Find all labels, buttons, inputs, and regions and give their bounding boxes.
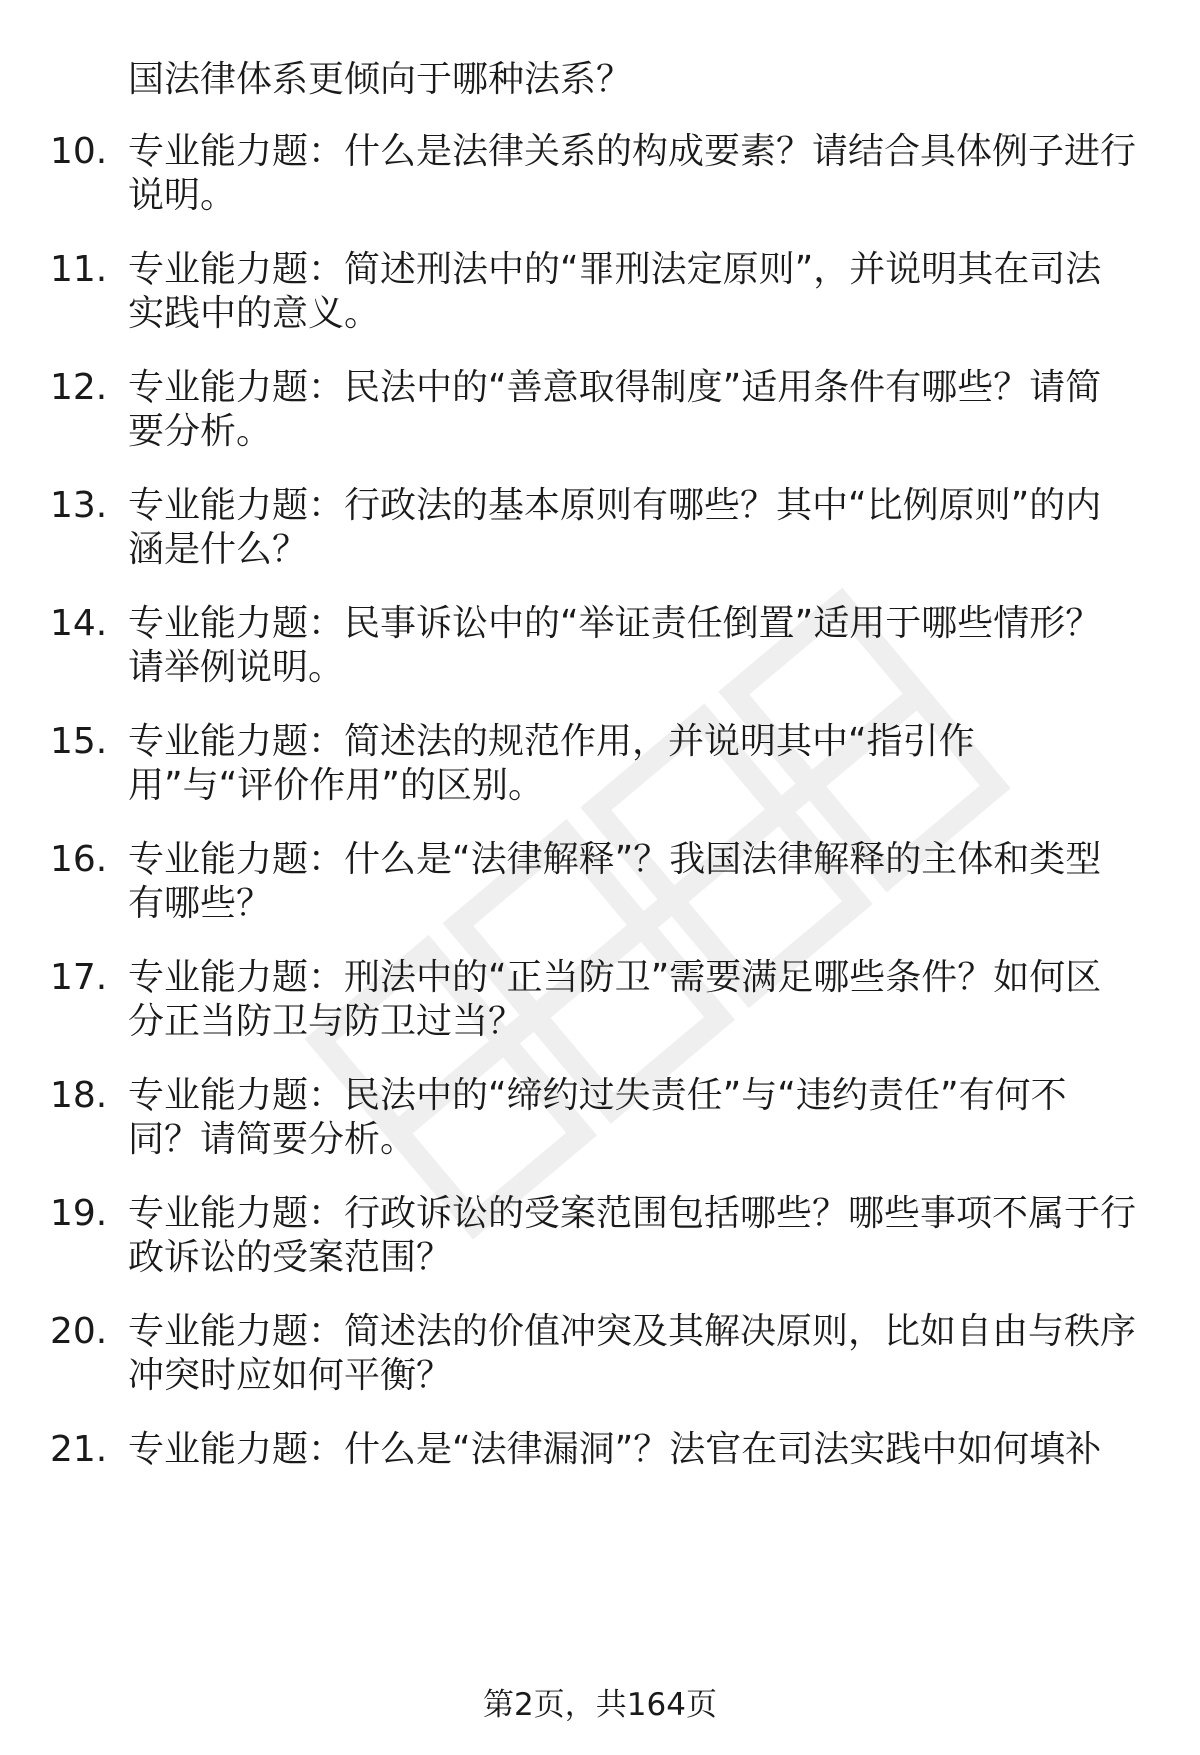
item-number: 14. [50, 603, 108, 644]
item-text-line2: 冲突时应如何平衡？ [128, 1355, 453, 1396]
item-text-line2: 用”与“评价作用”的区别。 [128, 765, 544, 806]
item-text-line1: 专业能力题：民法中的“缔约过失责任”与“违约责任”有何不 [128, 1075, 1067, 1116]
item-text-line1: 专业能力题：行政法的基本原则有哪些？其中“比例原则”的内 [128, 485, 1102, 526]
item-text-line2: 要分析。 [128, 411, 273, 452]
item-text-line1: 专业能力题：民事诉讼中的“举证责任倒置”适用于哪些情形？ [128, 603, 1102, 644]
item-text-line1: 专业能力题：什么是“法律漏洞”？法官在司法实践中如何填补 [128, 1429, 1102, 1470]
item-number: 17. [50, 957, 108, 998]
item-text-line2: 有哪些？ [128, 883, 273, 924]
item-number: 15. [50, 721, 108, 762]
item-text-line2: 请举例说明。 [128, 647, 345, 688]
item-text-line2: 涵是什么？ [128, 529, 309, 570]
item-text-line1: 专业能力题：简述刑法中的“罪刑法定原则”，并说明其在司法 [128, 249, 1102, 290]
item-number: 20. [50, 1311, 108, 1352]
item-number: 11. [50, 249, 108, 290]
item-text-line1: 专业能力题：行政诉讼的受案范围包括哪些？哪些事项不属于行 [128, 1193, 1137, 1234]
item-number: 21. [50, 1429, 108, 1470]
item-number: 18. [50, 1075, 108, 1116]
item-text-line1: 专业能力题：什么是“法律解释”？我国法律解释的主体和类型 [128, 839, 1102, 880]
item-text-line1: 专业能力题：刑法中的“正当防卫”需要满足哪些条件？如何区 [128, 957, 1102, 998]
item-number: 13. [50, 485, 108, 526]
item-number: 16. [50, 839, 108, 880]
item-text-line2: 分正当防卫与防卫过当？ [128, 1001, 525, 1042]
item-text-line1: 专业能力题：什么是法律关系的构成要素？请结合具体例子进行 [128, 131, 1137, 172]
page-footer: 第2页，共164页 [483, 1687, 717, 1723]
item-text-line2: 政诉讼的受案范围？ [128, 1237, 453, 1278]
item-text-line2: 说明。 [128, 175, 237, 216]
item-number: 19. [50, 1193, 108, 1234]
item-text-line2: 实践中的意义。 [128, 293, 381, 334]
item-text-line1: 专业能力题：简述法的规范作用，并说明其中“指引作 [128, 721, 975, 762]
item-number: 10. [50, 131, 108, 172]
item-text-line1: 专业能力题：民法中的“善意取得制度”适用条件有哪些？请简 [128, 367, 1102, 408]
item-text-line2: 同？请简要分析。 [128, 1119, 417, 1160]
item-number: 12. [50, 367, 108, 408]
item-text-line1: 专业能力题：简述法的价值冲突及其解决原则，比如自由与秩序 [128, 1311, 1137, 1352]
continuation-line: 国法律体系更倾向于哪种法系？ [128, 59, 633, 100]
